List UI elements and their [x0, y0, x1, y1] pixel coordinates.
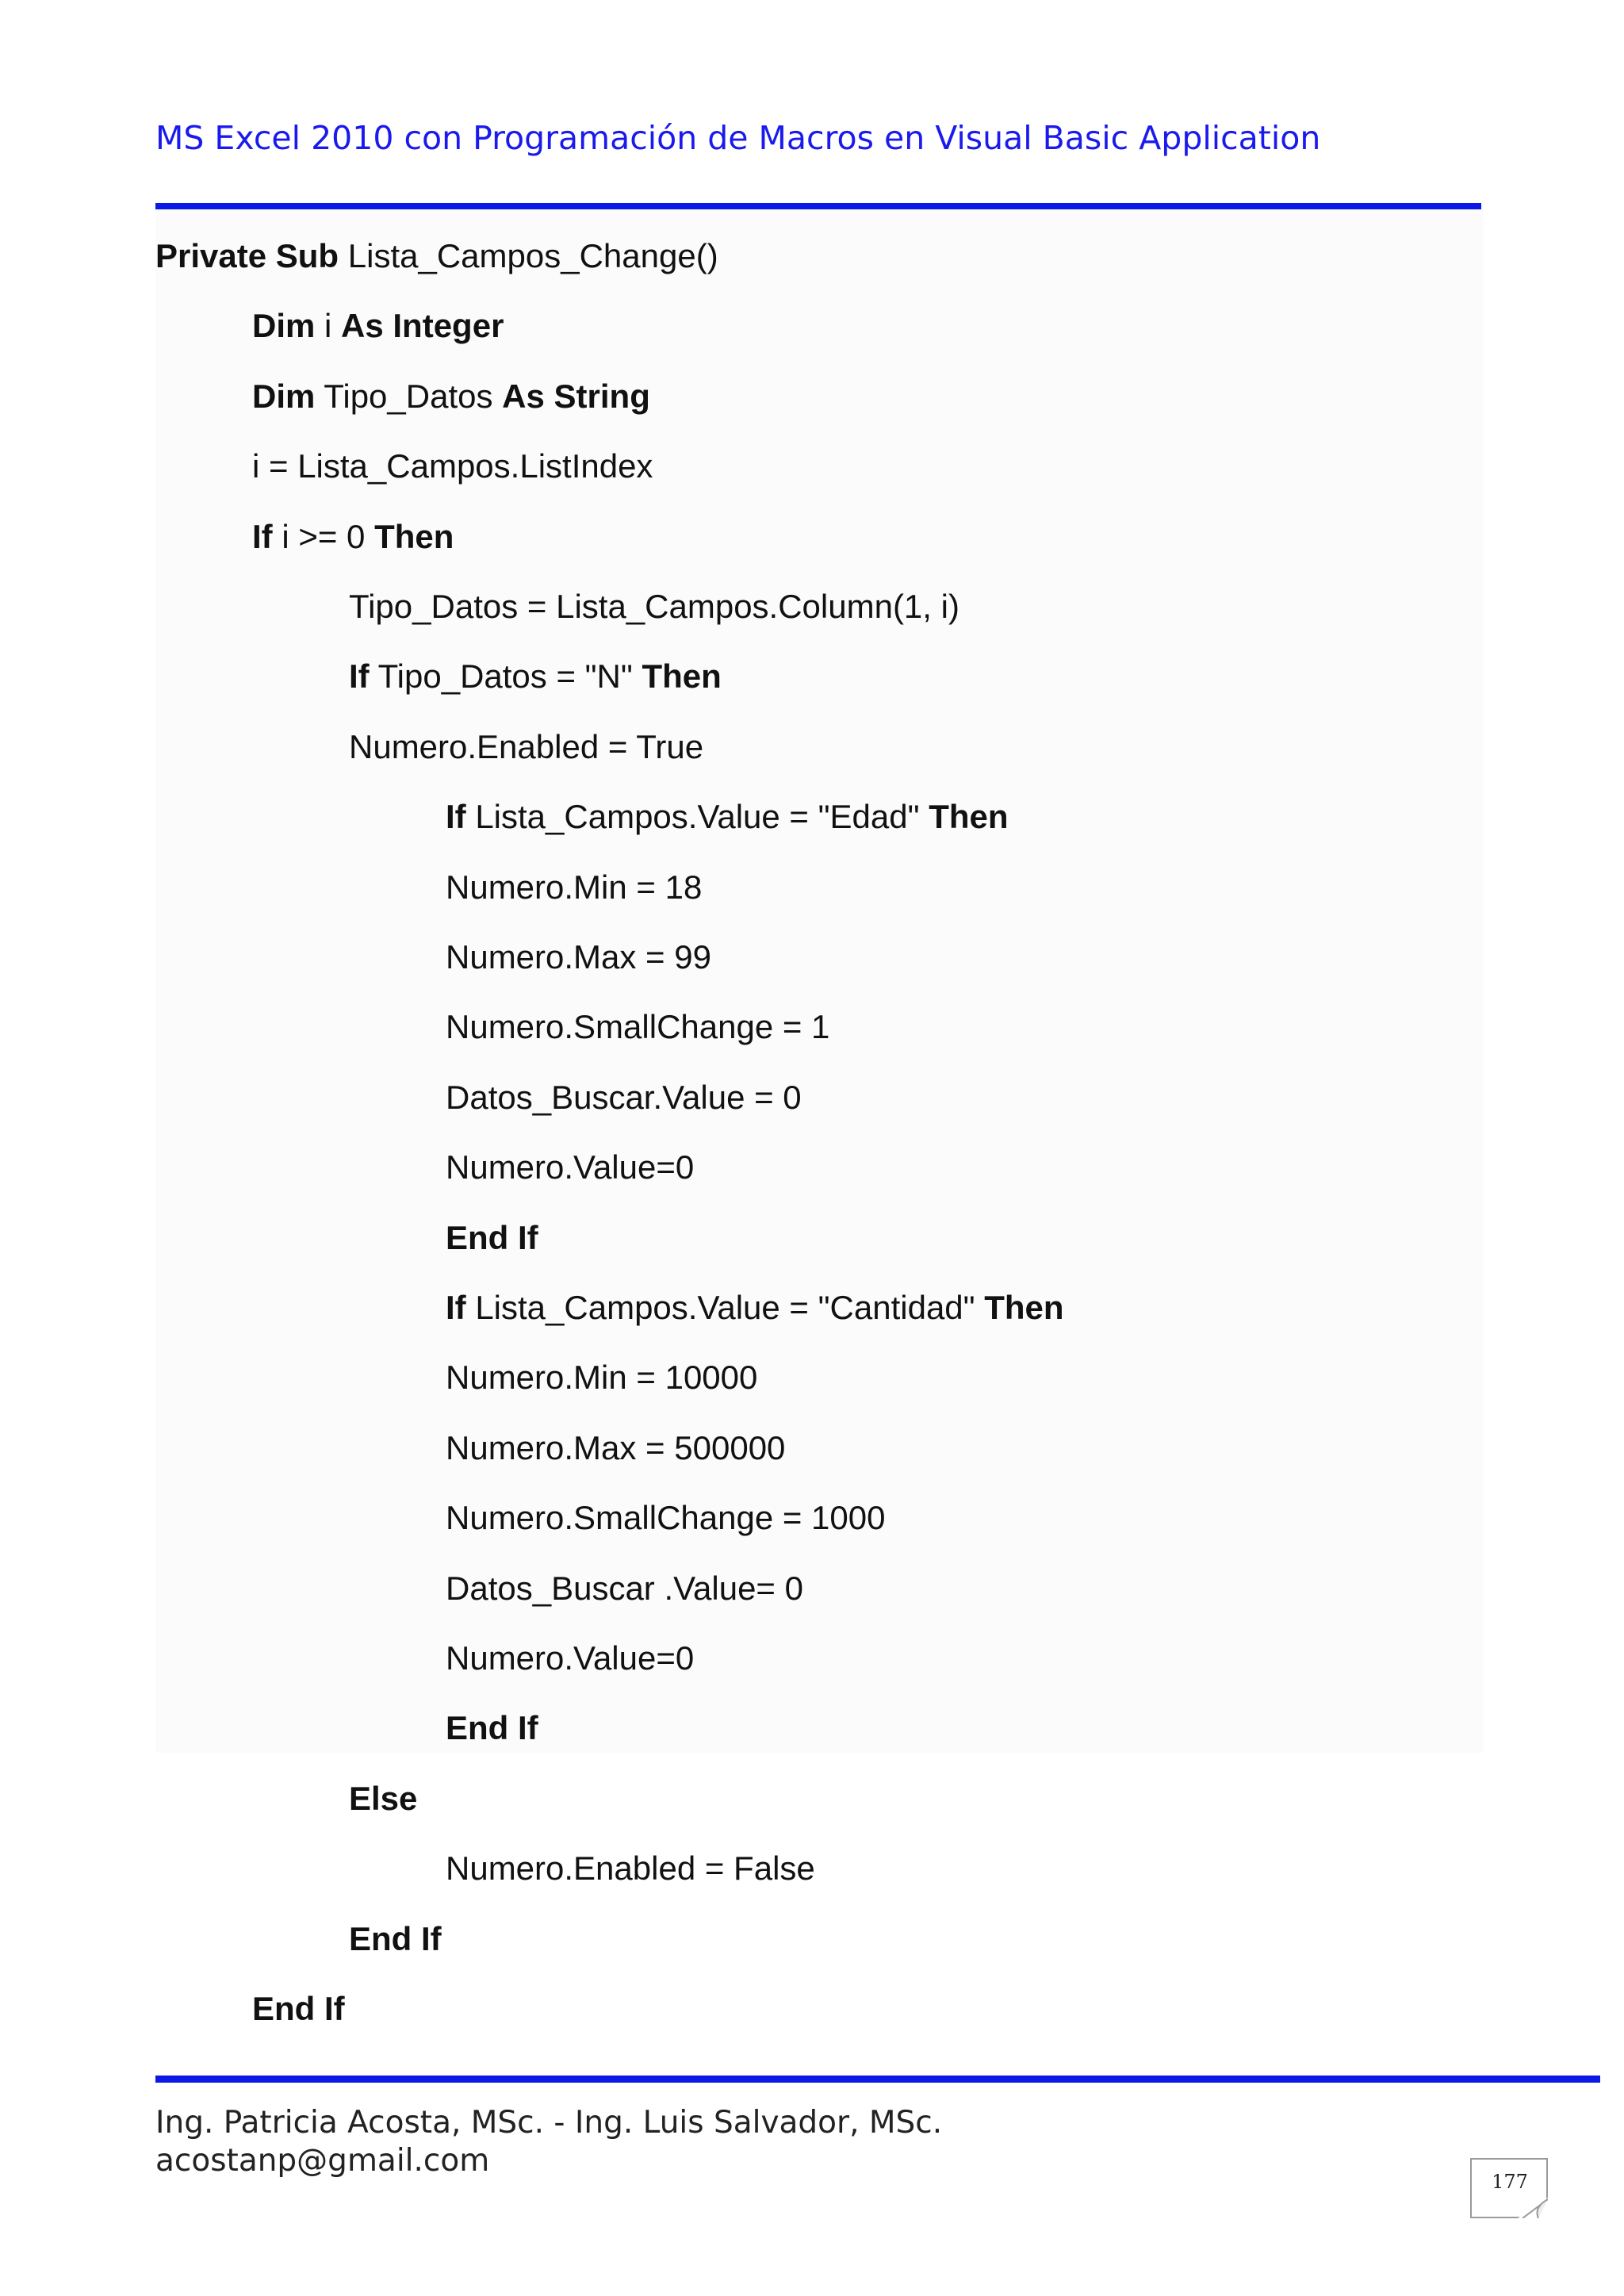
code-line	[252, 380, 650, 413]
code-line	[446, 1291, 1064, 1324]
code-text: Numero.Enabled = False	[446, 1849, 815, 1887]
code-text: Numero.Max = 500000	[446, 1429, 786, 1466]
code-keyword: If	[349, 657, 370, 695]
code-text: Numero.Min = 10000	[446, 1359, 758, 1396]
code-text: Lista_Campos.Value = "Edad"	[465, 798, 929, 835]
code-line	[349, 657, 722, 695]
code-line	[446, 1010, 829, 1044]
code-line	[446, 1081, 802, 1114]
code-keyword: Then	[929, 798, 1009, 835]
code-text: Tipo_Datos = "N"	[369, 657, 642, 695]
code-line	[252, 1992, 345, 2026]
code-line	[446, 1501, 886, 1535]
code-line	[446, 1221, 538, 1255]
code-keyword: Then	[642, 657, 722, 695]
code-keyword: If	[446, 798, 466, 835]
code-keyword: End If	[349, 1920, 442, 1957]
code-line	[446, 1361, 757, 1394]
header-rule	[155, 203, 1481, 209]
code-text: Tipo_Datos = Lista_Campos.Column(1, i)	[349, 588, 959, 625]
code-line	[446, 868, 703, 906]
footer-email: acostanp@gmail.com	[155, 2143, 490, 2179]
code-text: Lista_Campos_Change()	[339, 237, 718, 274]
code-line	[446, 1711, 538, 1745]
code-keyword: Dim	[252, 307, 316, 344]
code-keyword: As String	[502, 378, 650, 415]
code-text: i = Lista_Campos.ListIndex	[252, 447, 653, 485]
code-text: Numero.SmallChange = 1000	[446, 1499, 886, 1536]
code-text: i >= 0	[272, 518, 375, 555]
code-text: Numero.Enabled = True	[349, 728, 704, 765]
code-keyword: As Integer	[341, 307, 504, 344]
page-curl-icon	[1518, 2198, 1548, 2218]
code-keyword: Then	[374, 518, 454, 555]
code-line	[252, 447, 653, 485]
code-text: Datos_Buscar .Value= 0	[446, 1570, 803, 1607]
code-line	[446, 938, 711, 976]
code-text: Numero.SmallChange = 1	[446, 1008, 830, 1045]
code-text: i	[315, 307, 342, 344]
code-line	[446, 1639, 695, 1677]
code-line	[446, 800, 1009, 834]
code-keyword: If	[446, 1289, 466, 1326]
code-keyword: Private Sub	[155, 237, 339, 274]
code-line	[446, 1148, 695, 1186]
code-line	[349, 1922, 442, 1956]
code-line	[446, 1849, 815, 1887]
code-text: Lista_Campos.Value = "Cantidad"	[465, 1289, 985, 1326]
page-number-box	[1470, 2158, 1548, 2218]
code-line	[349, 730, 703, 764]
code-text: Numero.Value=0	[446, 1148, 695, 1186]
code-keyword: End If	[252, 1990, 345, 2027]
code-text: Tipo_Datos	[315, 378, 503, 415]
code-line	[155, 237, 718, 274]
code-line	[349, 590, 959, 623]
page-number: 177	[1492, 2171, 1528, 2193]
page-header-title: MS Excel 2010 con Programación de Macros en Visual Basic Application	[155, 119, 1321, 157]
code-keyword: End If	[446, 1709, 538, 1746]
code-line	[446, 1429, 786, 1466]
code-keyword: Else	[349, 1780, 418, 1817]
code-keyword: Then	[984, 1289, 1064, 1326]
code-text: Numero.Value=0	[446, 1639, 695, 1677]
code-line	[252, 520, 454, 554]
code-line	[446, 1572, 803, 1605]
code-keyword: End If	[446, 1219, 538, 1256]
code-line	[252, 309, 504, 343]
code-keyword: If	[252, 518, 273, 555]
code-text: Numero.Min = 18	[446, 868, 703, 906]
code-keyword: Dim	[252, 378, 316, 415]
footer-rule	[155, 2076, 1600, 2083]
code-text: Numero.Max = 99	[446, 938, 711, 976]
code-line	[349, 1782, 417, 1815]
code-text: Datos_Buscar.Value = 0	[446, 1079, 802, 1116]
footer-authors: Ing. Patricia Acosta, MSc. - Ing. Luis Salvador, MSc.	[155, 2105, 943, 2141]
